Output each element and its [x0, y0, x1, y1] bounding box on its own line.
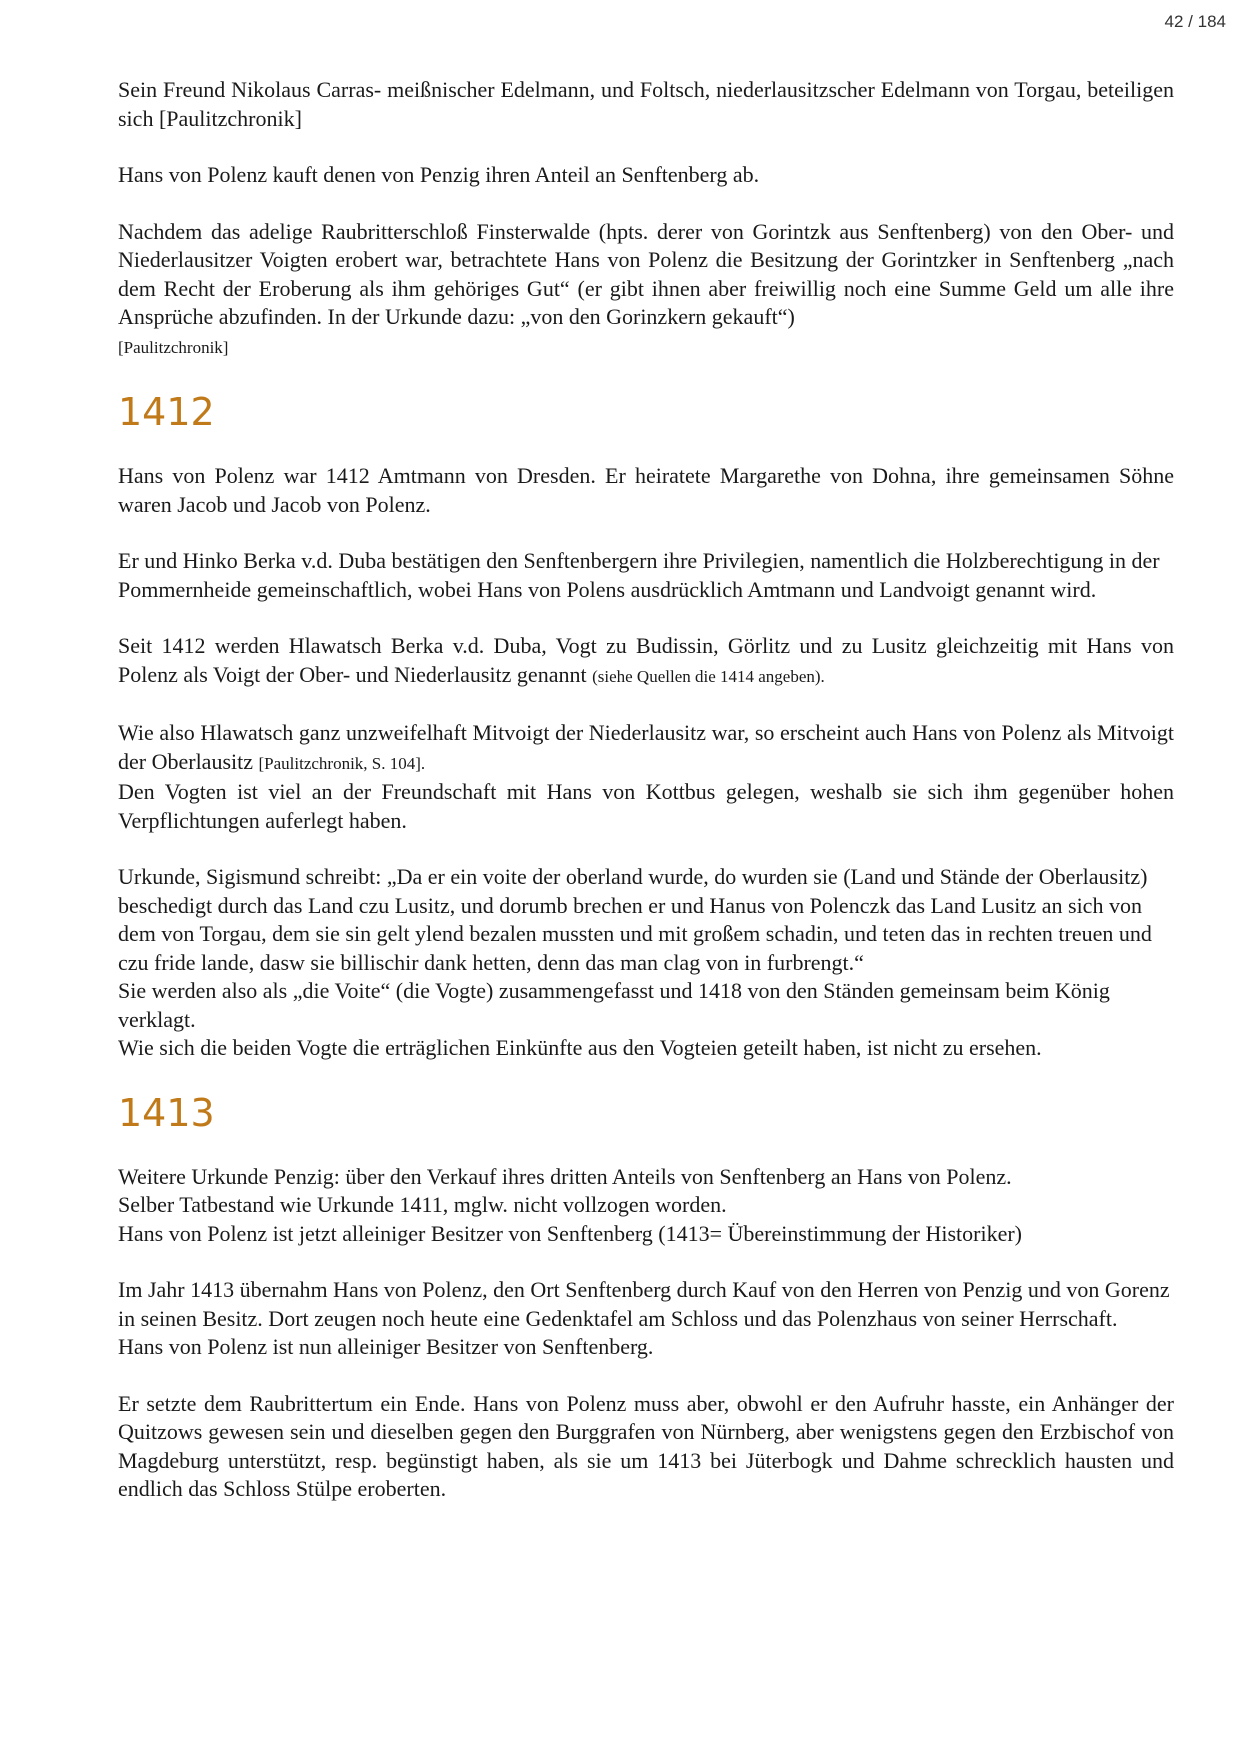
paragraph-text: Er setzte dem Raubrittertum ein Ende. Hans von Polenz muss aber, obwohl er den Aufruhr hasste, ein Anhänger der Quitzows gewesen sein und dieselben gegen den Burggrafen von Nürnberg, aber wenigstens gegen den Erzbischof von Magdeburg unterstützt, resp. begünstigt haben, als sie um 1413 bei Jüterbogk und Dahme schrecklich hausten und endlich das Schloss Stülpe eroberten. — [118, 1390, 1174, 1501]
page-number: 42 / 184 — [1164, 12, 1226, 31]
paragraph-raubrittertum — [118, 1390, 1174, 1504]
paragraph-text: Seit 1412 werden Hlawatsch Berka v.d. Duba, Vogt zu Budissin, Görlitz und zu Lusitz gleichzeitig mit Hans von Polenz als Voigt der Ober- und Niederlausitz genannt — [118, 633, 1174, 687]
year-heading-1413: 1413 — [118, 1090, 215, 1135]
year-heading-1412: 1412 — [118, 390, 215, 434]
paragraph-text: Den Vogten ist viel an der Freundschaft mit Hans von Kottbus gelegen, weshalb sie sich ihm gegenüber hohen Verpflichtungen auferlegt haben. — [118, 779, 1174, 833]
paragraph-einkuenfte — [118, 1034, 1174, 1063]
paragraph-nun-alleiniger — [118, 1333, 1174, 1362]
paragraph-kottbus — [118, 778, 1174, 835]
paragraph-text: Urkunde, Sigismund schreibt: „Da er ein voite der oberland wurde, do wurden sie (Land und Stände der Oberlausitz) beschedigt durch das Land czu Lusitz, und dorumb brechen er und Hanus von Polenczk das Land Lusitz an sich von dem von Torgau, dem sie sin gelt ylend bezalen mussten und mit großem schadin, und teten das in rechten treuen und czu fride lande, dasw sie billischir dank hetten, denn das man clag von in furbrengt.“ — [118, 864, 1152, 975]
source-note: [Paulitzchronik, S. 104]. — [258, 753, 426, 773]
paragraph-text: Weitere Urkunde Penzig: über den Verkauf ihres dritten Anteils von Senftenberg an Hans von Polenz. — [118, 1163, 1012, 1189]
paragraph-text: Hans von Polenz ist jetzt alleiniger Besitzer von Senftenberg (1413= Übereinstimmung der Historiker) — [118, 1220, 1023, 1246]
paragraph-die-voite — [118, 977, 1174, 1034]
source-note: (siehe Quellen die 1414 angeben). — [592, 666, 825, 686]
paragraph-finsterwalde — [118, 218, 1174, 363]
paragraph-jahr-1413 — [118, 1276, 1174, 1333]
paragraph-hlawatsch-berka — [118, 632, 1174, 691]
paragraph-hinko-berka — [118, 547, 1174, 604]
paragraph-nikolaus-carras — [118, 76, 1174, 133]
paragraph-text: Hans von Polenz ist nun alleiniger Besitzer von Senftenberg. — [118, 1334, 654, 1359]
paragraph-text: Nachdem das adelige Raubritterschloß Finsterwalde (hpts. derer von Gorintzk aus Senftenberg) von den Ober- und Niederlausitzer Voigten erobert war, betrachtete Hans von Polenz die Besitzung der Gorintzker in Senftenberg „nach dem Recht der Eroberung als ihm gehöriges Gut“ (er gibt ihnen aber freiwillig noch eine Summe Geld um alle ihre Ansprüche abzufinden. In der Urkunde dazu: „von den Gorinzkern gekauft“) — [118, 218, 1174, 329]
paragraph-text: Er und Hinko Berka v.d. Duba bestätigen den Senftenbergern ihre Privilegien, namentlich die Holzberechtigung in der Pommernheide gemeinschaftlich, wobei Hans von Polens ausdrücklich Amtmann und Landvoigt genannt wird. — [118, 548, 1160, 602]
paragraph-mitvoigt — [118, 719, 1174, 778]
paragraph-penzig-purchase — [118, 161, 1174, 190]
paragraph-text: Hans von Polenz kauft denen von Penzig ihren Anteil an Senftenberg ab. — [118, 162, 760, 187]
paragraph-text: Wie also Hlawatsch ganz unzweifelhaft Mitvoigt der Niederlausitz war, so erscheint auch Hans von Polenz als Mitvoigt der Oberlausitz — [118, 720, 1174, 774]
paragraph-alleiniger-besitzer — [118, 1220, 1174, 1249]
paragraph-text: Sie werden also als „die Voite“ (die Vogte) zusammengefasst und 1418 von den Ständen gemeinsam beim König verklagt. — [118, 978, 1110, 1032]
paragraph-tatbestand — [118, 1191, 1174, 1220]
paragraph-text: Im Jahr 1413 übernahm Hans von Polenz, den Ort Senftenberg durch Kauf von den Herren von Penzig und von Gorenz in seinen Besitz. Dort zeugen noch heute eine Gedenktafel am Schloss und das Polenzhaus von seiner Herrschaft. — [118, 1277, 1170, 1331]
source-citation: [Paulitzchronik] — [118, 337, 229, 357]
paragraph-weitere-urkunde — [118, 1163, 1174, 1192]
paragraph-text: Wie sich die beiden Vogte die erträglichen Einkünfte aus den Vogteien geteilt haben, ist nicht zu ersehen. — [118, 1035, 1042, 1060]
paragraph-text: Sein Freund Nikolaus Carras- meißnischer Edelmann, und Foltsch, niederlausitzscher Edelmann von Torgau, beteiligen sich [Paulitzchronik] — [118, 77, 1174, 131]
paragraph-amtmann-dresden — [118, 462, 1174, 519]
document-body — [118, 76, 1174, 1532]
paragraph-sigismund-quote — [118, 863, 1174, 977]
paragraph-text: Hans von Polenz war 1412 Amtmann von Dresden. Er heiratete Margarethe von Dohna, ihre gemeinsamen Söhne waren Jacob und Jacob von Polenz. — [118, 463, 1174, 517]
paragraph-text: Selber Tatbestand wie Urkunde 1411, mglw. nicht vollzogen worden. — [118, 1192, 727, 1217]
